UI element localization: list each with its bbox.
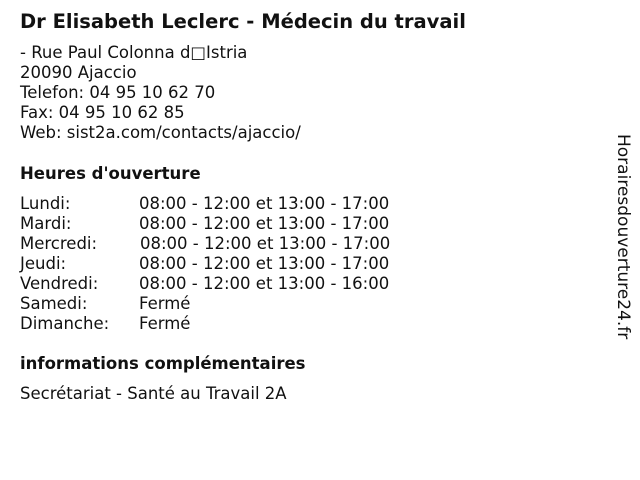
website: Web: sist2a.com/contacts/ajaccio/ [20, 123, 301, 142]
day-label: Samedi: [20, 294, 88, 313]
day-label: Dimanche: [20, 314, 110, 333]
time-value: 08:00 - 12:00 et 13:00 - 17:00 [140, 234, 391, 253]
info-text: Secrétariat - Santé au Travail 2A [20, 384, 287, 403]
side-brand-text: Horairesdouverture24.fr [613, 134, 633, 340]
time-value: Fermé [139, 314, 191, 333]
hours-heading: Heures d'ouverture [20, 164, 201, 183]
day-label: Mardi: [20, 214, 72, 233]
time-value: Fermé [139, 294, 191, 313]
time-value: 08:00 - 12:00 et 13:00 - 17:00 [139, 194, 390, 213]
info-heading: informations complémentaires [20, 354, 306, 373]
time-value: 08:00 - 12:00 et 13:00 - 17:00 [139, 254, 390, 273]
day-label: Mercredi: [20, 234, 98, 253]
day-label: Lundi: [20, 194, 71, 213]
phone-number: Telefon: 04 95 10 62 70 [20, 83, 216, 102]
time-value: 08:00 - 12:00 et 13:00 - 16:00 [139, 274, 390, 293]
side-brand [612, 134, 634, 344]
address-block [20, 43, 301, 143]
fax-number: Fax: 04 95 10 62 85 [20, 103, 185, 122]
time-value: 08:00 - 12:00 et 13:00 - 17:00 [139, 214, 390, 233]
day-label: Jeudi: [20, 254, 67, 273]
address-city: 20090 Ajaccio [20, 63, 137, 82]
address-street: - Rue Paul Colonna d□Istria [20, 43, 248, 62]
page-title: Dr Elisabeth Leclerc - Médecin du travail [20, 10, 466, 33]
day-label: Vendredi: [20, 274, 99, 293]
